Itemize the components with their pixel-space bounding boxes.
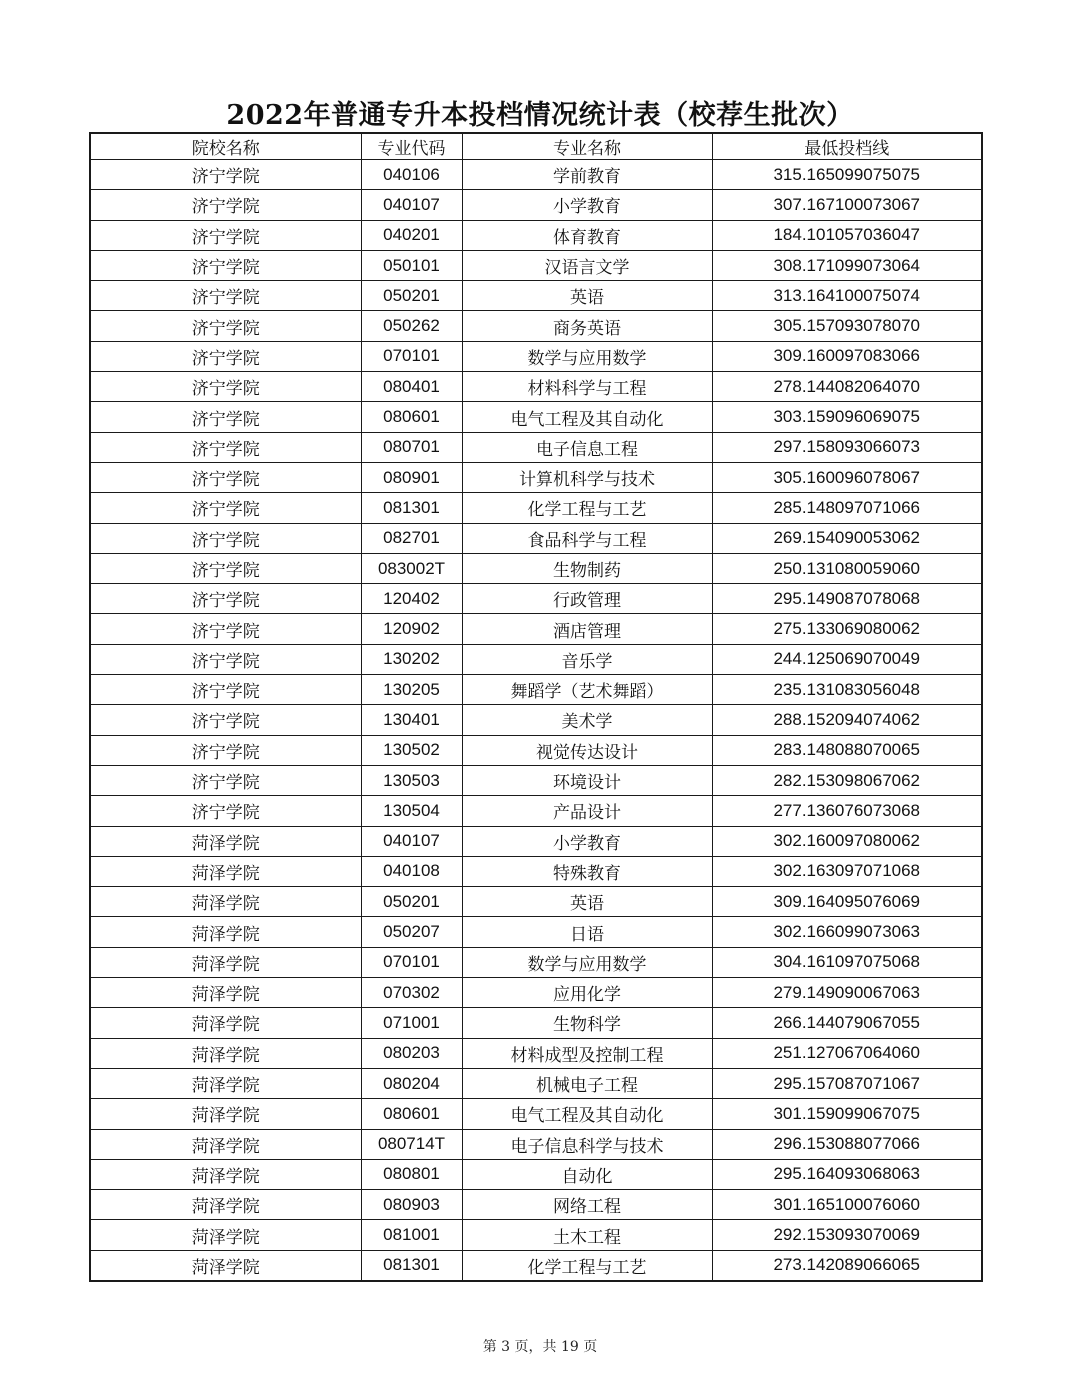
cell-major-code: 130502 xyxy=(361,735,462,765)
table-row xyxy=(90,826,982,856)
cell-major-name: 数学与应用数学 xyxy=(462,341,712,371)
cell-min-score: 250.131080059060 xyxy=(712,553,982,583)
cell-school-name: 菏泽学院 xyxy=(90,1008,361,1038)
cell-major-name: 电气工程及其自动化 xyxy=(462,402,712,432)
cell-school-name: 菏泽学院 xyxy=(90,978,361,1008)
table-row xyxy=(90,523,982,553)
header-school-name: 院校名称 xyxy=(90,133,361,160)
cell-min-score: 304.161097075068 xyxy=(712,947,982,977)
cell-major-code: 080714T xyxy=(361,1129,462,1159)
cell-major-name: 汉语言文学 xyxy=(462,250,712,280)
cell-major-code: 070101 xyxy=(361,947,462,977)
cell-school-name: 济宁学院 xyxy=(90,160,361,190)
cell-min-score: 279.149090067063 xyxy=(712,978,982,1008)
cell-school-name: 菏泽学院 xyxy=(90,1038,361,1068)
cell-school-name: 菏泽学院 xyxy=(90,1250,361,1281)
cell-major-code: 050207 xyxy=(361,917,462,947)
table-row xyxy=(90,220,982,250)
cell-major-code: 050262 xyxy=(361,311,462,341)
cell-major-code: 082701 xyxy=(361,523,462,553)
cell-min-score: 244.125069070049 xyxy=(712,644,982,674)
cell-min-score: 307.167100073067 xyxy=(712,190,982,220)
cell-min-score: 309.160097083066 xyxy=(712,341,982,371)
table-row xyxy=(90,553,982,583)
cell-major-name: 数学与应用数学 xyxy=(462,947,712,977)
cell-major-name: 生物制药 xyxy=(462,553,712,583)
table-row xyxy=(90,675,982,705)
cell-min-score: 305.157093078070 xyxy=(712,311,982,341)
cell-major-name: 行政管理 xyxy=(462,584,712,614)
table-row xyxy=(90,584,982,614)
cell-min-score: 302.166099073063 xyxy=(712,917,982,947)
cell-major-code: 050201 xyxy=(361,887,462,917)
table-row xyxy=(90,1190,982,1220)
cell-min-score: 315.165099075075 xyxy=(712,160,982,190)
cell-min-score: 282.153098067062 xyxy=(712,765,982,795)
table-row xyxy=(90,735,982,765)
cell-school-name: 济宁学院 xyxy=(90,765,361,795)
cell-major-code: 130202 xyxy=(361,644,462,674)
cell-school-name: 济宁学院 xyxy=(90,281,361,311)
cell-min-score: 301.159099067075 xyxy=(712,1099,982,1129)
cell-min-score: 295.157087071067 xyxy=(712,1068,982,1098)
cell-major-code: 050101 xyxy=(361,250,462,280)
cell-major-name: 材料成型及控制工程 xyxy=(462,1038,712,1068)
cell-major-code: 080204 xyxy=(361,1068,462,1098)
cell-min-score: 277.136076073068 xyxy=(712,796,982,826)
table-body xyxy=(90,160,982,1281)
cell-major-name: 商务英语 xyxy=(462,311,712,341)
cell-school-name: 济宁学院 xyxy=(90,311,361,341)
cell-min-score: 273.142089066065 xyxy=(712,1250,982,1281)
page-title: 2022年普通专升本投档情况统计表（校荐生批次） xyxy=(226,100,854,131)
cell-major-name: 材料科学与工程 xyxy=(462,372,712,402)
cell-min-score: 313.164100075074 xyxy=(712,281,982,311)
table-row xyxy=(90,917,982,947)
table-row xyxy=(90,372,982,402)
cell-school-name: 济宁学院 xyxy=(90,493,361,523)
table-row xyxy=(90,493,982,523)
cell-major-code: 130504 xyxy=(361,796,462,826)
table-row xyxy=(90,160,982,190)
table-row xyxy=(90,887,982,917)
table-row xyxy=(90,281,982,311)
header-major-code: 专业代码 xyxy=(361,133,462,160)
cell-major-code: 070302 xyxy=(361,978,462,1008)
cell-school-name: 菏泽学院 xyxy=(90,1129,361,1159)
cell-major-code: 080401 xyxy=(361,372,462,402)
cell-school-name: 济宁学院 xyxy=(90,796,361,826)
cell-school-name: 济宁学院 xyxy=(90,250,361,280)
table-row xyxy=(90,1220,982,1250)
cell-major-name: 小学教育 xyxy=(462,190,712,220)
cell-school-name: 济宁学院 xyxy=(90,523,361,553)
cell-major-name: 小学教育 xyxy=(462,826,712,856)
cell-major-code: 080601 xyxy=(361,1099,462,1129)
cell-major-name: 网络工程 xyxy=(462,1190,712,1220)
cell-min-score: 296.153088077066 xyxy=(712,1129,982,1159)
cell-school-name: 菏泽学院 xyxy=(90,947,361,977)
table-row xyxy=(90,432,982,462)
table-row xyxy=(90,947,982,977)
cell-major-code: 130205 xyxy=(361,675,462,705)
cell-school-name: 济宁学院 xyxy=(90,553,361,583)
cell-min-score: 235.131083056048 xyxy=(712,675,982,705)
table-header xyxy=(90,133,982,160)
cell-major-code: 080601 xyxy=(361,402,462,432)
cell-min-score: 295.164093068063 xyxy=(712,1159,982,1189)
cell-major-name: 机械电子工程 xyxy=(462,1068,712,1098)
page-footer: 第 3 页，共 19 页 xyxy=(482,1339,598,1355)
cell-major-name: 视觉传达设计 xyxy=(462,735,712,765)
table-row xyxy=(90,1099,982,1129)
cell-school-name: 菏泽学院 xyxy=(90,1220,361,1250)
cell-major-name: 环境设计 xyxy=(462,765,712,795)
cell-major-code: 050201 xyxy=(361,281,462,311)
cell-major-code: 040107 xyxy=(361,826,462,856)
cell-major-name: 电子信息工程 xyxy=(462,432,712,462)
cell-min-score: 283.148088070065 xyxy=(712,735,982,765)
table-row xyxy=(90,765,982,795)
cell-min-score: 285.148097071066 xyxy=(712,493,982,523)
cell-major-name: 舞蹈学（艺术舞蹈） xyxy=(462,675,712,705)
table-row xyxy=(90,1250,982,1281)
cell-major-code: 080903 xyxy=(361,1190,462,1220)
cell-min-score: 295.149087078068 xyxy=(712,584,982,614)
cell-major-code: 080701 xyxy=(361,432,462,462)
cell-major-code: 130401 xyxy=(361,705,462,735)
cell-major-code: 080203 xyxy=(361,1038,462,1068)
cell-min-score: 303.159096069075 xyxy=(712,402,982,432)
cell-major-name: 英语 xyxy=(462,281,712,311)
cell-major-code: 080901 xyxy=(361,462,462,492)
cell-school-name: 菏泽学院 xyxy=(90,887,361,917)
cell-min-score: 297.158093066073 xyxy=(712,432,982,462)
cell-major-name: 酒店管理 xyxy=(462,614,712,644)
cell-major-code: 083002T xyxy=(361,553,462,583)
cell-min-score: 288.152094074062 xyxy=(712,705,982,735)
cell-major-name: 音乐学 xyxy=(462,644,712,674)
table-row xyxy=(90,250,982,280)
cell-min-score: 184.101057036047 xyxy=(712,220,982,250)
cell-school-name: 济宁学院 xyxy=(90,372,361,402)
cell-major-code: 080801 xyxy=(361,1159,462,1189)
cell-major-code: 040107 xyxy=(361,190,462,220)
cell-school-name: 济宁学院 xyxy=(90,614,361,644)
cell-school-name: 济宁学院 xyxy=(90,644,361,674)
cell-major-name: 日语 xyxy=(462,917,712,947)
header-row xyxy=(90,133,982,160)
cell-min-score: 308.171099073064 xyxy=(712,250,982,280)
table-row xyxy=(90,614,982,644)
table-row xyxy=(90,402,982,432)
table-row xyxy=(90,978,982,1008)
cell-min-score: 309.164095076069 xyxy=(712,887,982,917)
header-min-score: 最低投档线 xyxy=(712,133,982,160)
cell-major-code: 120402 xyxy=(361,584,462,614)
cell-major-name: 体育教育 xyxy=(462,220,712,250)
table-row xyxy=(90,1129,982,1159)
cell-school-name: 菏泽学院 xyxy=(90,1190,361,1220)
cell-min-score: 305.160096078067 xyxy=(712,462,982,492)
cell-major-code: 130503 xyxy=(361,765,462,795)
cell-school-name: 济宁学院 xyxy=(90,675,361,705)
table-row xyxy=(90,341,982,371)
cell-major-name: 英语 xyxy=(462,887,712,917)
cell-school-name: 济宁学院 xyxy=(90,402,361,432)
table-row xyxy=(90,1068,982,1098)
cell-major-code: 040201 xyxy=(361,220,462,250)
cell-major-name: 生物科学 xyxy=(462,1008,712,1038)
admission-score-table xyxy=(89,132,983,1282)
cell-school-name: 济宁学院 xyxy=(90,462,361,492)
cell-major-code: 081301 xyxy=(361,1250,462,1281)
cell-min-score: 251.127067064060 xyxy=(712,1038,982,1068)
cell-school-name: 济宁学院 xyxy=(90,190,361,220)
cell-major-name: 自动化 xyxy=(462,1159,712,1189)
table-row xyxy=(90,1159,982,1189)
table-row xyxy=(90,190,982,220)
cell-major-code: 081001 xyxy=(361,1220,462,1250)
cell-min-score: 292.153093070069 xyxy=(712,1220,982,1250)
cell-school-name: 菏泽学院 xyxy=(90,917,361,947)
cell-major-name: 应用化学 xyxy=(462,978,712,1008)
table-row xyxy=(90,1008,982,1038)
table-row xyxy=(90,1038,982,1068)
cell-min-score: 301.165100076060 xyxy=(712,1190,982,1220)
cell-min-score: 278.144082064070 xyxy=(712,372,982,402)
cell-school-name: 济宁学院 xyxy=(90,432,361,462)
table-row xyxy=(90,705,982,735)
cell-school-name: 菏泽学院 xyxy=(90,1099,361,1129)
cell-school-name: 济宁学院 xyxy=(90,220,361,250)
cell-major-name: 电气工程及其自动化 xyxy=(462,1099,712,1129)
cell-school-name: 济宁学院 xyxy=(90,705,361,735)
table-row xyxy=(90,462,982,492)
table-row xyxy=(90,796,982,826)
table-row xyxy=(90,856,982,886)
cell-major-name: 美术学 xyxy=(462,705,712,735)
table-row xyxy=(90,644,982,674)
cell-school-name: 菏泽学院 xyxy=(90,1068,361,1098)
cell-major-code: 070101 xyxy=(361,341,462,371)
cell-min-score: 269.154090053062 xyxy=(712,523,982,553)
cell-major-name: 化学工程与工艺 xyxy=(462,1250,712,1281)
cell-school-name: 菏泽学院 xyxy=(90,856,361,886)
cell-min-score: 302.163097071068 xyxy=(712,856,982,886)
cell-major-name: 学前教育 xyxy=(462,160,712,190)
cell-major-code: 040106 xyxy=(361,160,462,190)
cell-major-code: 120902 xyxy=(361,614,462,644)
cell-major-code: 040108 xyxy=(361,856,462,886)
cell-school-name: 济宁学院 xyxy=(90,735,361,765)
cell-major-name: 食品科学与工程 xyxy=(462,523,712,553)
cell-school-name: 济宁学院 xyxy=(90,341,361,371)
header-major-name: 专业名称 xyxy=(462,133,712,160)
cell-min-score: 275.133069080062 xyxy=(712,614,982,644)
cell-min-score: 302.160097080062 xyxy=(712,826,982,856)
cell-major-code: 081301 xyxy=(361,493,462,523)
cell-major-name: 土木工程 xyxy=(462,1220,712,1250)
cell-school-name: 菏泽学院 xyxy=(90,826,361,856)
cell-min-score: 266.144079067055 xyxy=(712,1008,982,1038)
cell-major-name: 电子信息科学与技术 xyxy=(462,1129,712,1159)
cell-school-name: 济宁学院 xyxy=(90,584,361,614)
cell-major-name: 化学工程与工艺 xyxy=(462,493,712,523)
table-row xyxy=(90,311,982,341)
cell-school-name: 菏泽学院 xyxy=(90,1159,361,1189)
cell-major-name: 计算机科学与技术 xyxy=(462,462,712,492)
cell-major-name: 产品设计 xyxy=(462,796,712,826)
cell-major-code: 071001 xyxy=(361,1008,462,1038)
cell-major-name: 特殊教育 xyxy=(462,856,712,886)
